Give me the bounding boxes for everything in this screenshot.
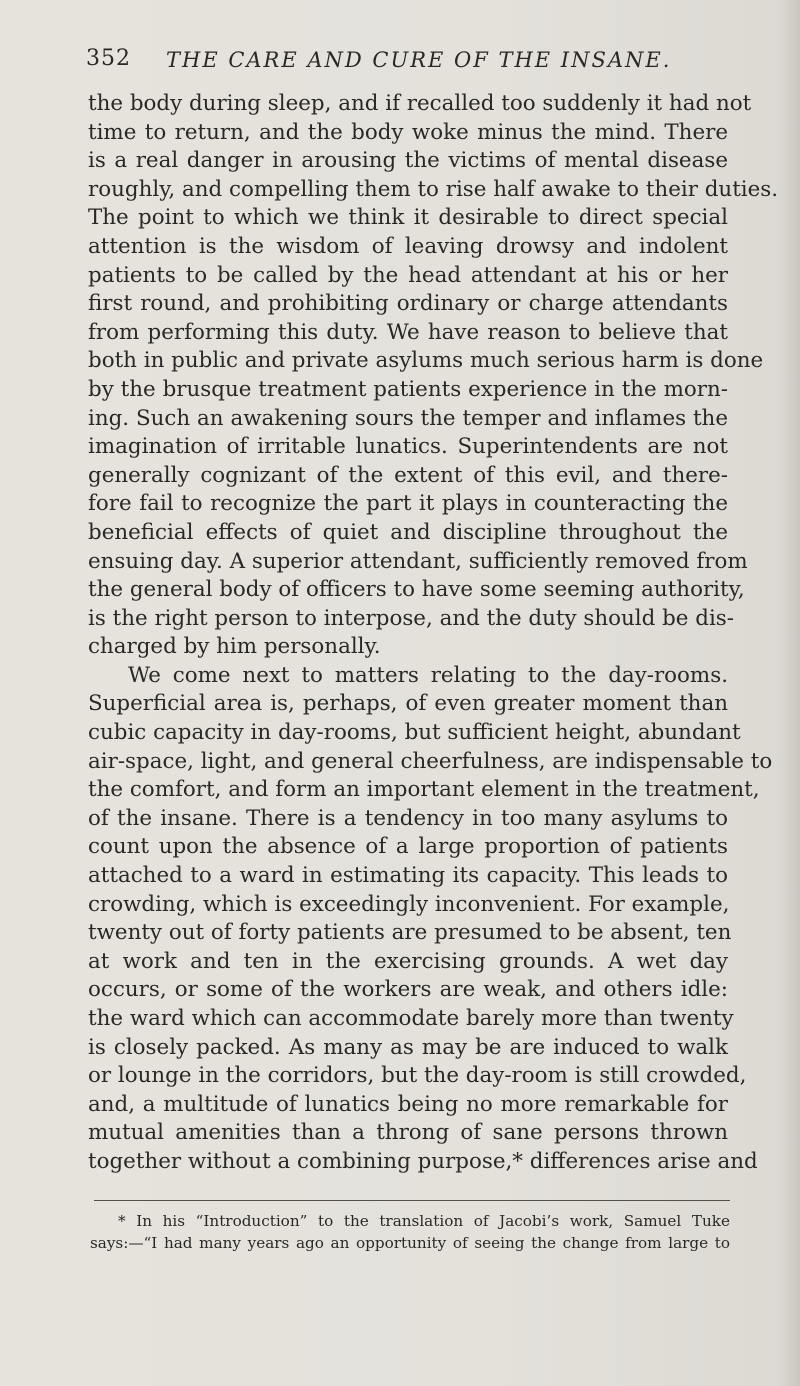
text-line: Superficial area is, perhaps, of even greater moment than [88, 691, 728, 717]
text-line: both in public and private asylums much serious harm is done [88, 348, 764, 374]
text-line: first round, and prohibiting ordinary or charge attendants [88, 291, 728, 317]
text-line: imagination of irritable lunatics. Superintendents are not [88, 434, 728, 460]
text-line: beneficial effects of quiet and discipline throughout the [88, 519, 728, 545]
text-line: is closely packed. As many as may be are induced to walk [88, 1034, 728, 1060]
page-edge-shadow [778, 0, 800, 1386]
text-line: mutual amenities than a throng of sane persons thrown [88, 1120, 728, 1146]
paragraph-last-line: charged by him personally. [88, 634, 381, 660]
text-line: twenty out of forty patients are presumed to be absent, ten [88, 920, 732, 946]
footnote-divider [94, 1200, 730, 1201]
paragraph-first-line: We come next to matters relating to the day-rooms. [128, 662, 728, 688]
text-line: patients to be called by the head attendant at his or her [88, 262, 728, 288]
body-text [88, 90, 779, 1177]
text-line: the ward which can accommodate barely more than twenty [88, 1006, 734, 1031]
text-line: generally cognizant of the extent of this evil, and there- [88, 462, 728, 488]
text-line: the comfort, and form an important element in the treatment, [88, 777, 760, 803]
footnote-line: * In his “Introduction” to the translation of Jacobi’s work, Samuel Tuke [118, 1212, 730, 1230]
text-line: cubic capacity in day-rooms, but sufficient height, abundant [88, 720, 741, 746]
text-line: crowding, which is exceedingly inconvenient. For example, [88, 891, 730, 917]
text-line: and, a multitude of lunatics being no more remarkable for [88, 1091, 728, 1117]
text-line: at work and ten in the exercising grounds. A wet day [88, 948, 728, 974]
text-line: roughly, and compelling them to rise half awake to their duties. [88, 176, 779, 202]
text-line: fore fail to recognize the part it plays in counteracting the [88, 491, 728, 517]
text-line: ensuing day. A superior attendant, sufficiently removed from [88, 548, 748, 574]
text-line: is the right person to interpose, and the duty should be dis- [88, 605, 735, 631]
footnote [90, 1210, 730, 1254]
text-line: count upon the absence of a large proportion of patients [88, 834, 728, 860]
text-line: air-space, light, and general cheerfulness, are indispensable to [88, 748, 773, 774]
running-head [86, 46, 726, 80]
page-number: 352 [86, 46, 131, 71]
text-line: by the brusque treatment patients experience in the morn- [88, 376, 728, 402]
text-line: together without a combining purpose,* differences arise and [88, 1148, 758, 1174]
text-line: the general body of officers to have some seeming authority, [88, 577, 745, 603]
text-line: from performing this duty. We have reason to believe that [88, 319, 728, 345]
text-line: of the insane. There is a tendency in too many asylums to [88, 805, 728, 831]
running-title: THE CARE AND CURE OF THE INSANE. [166, 48, 672, 72]
text-line: ing. Such an awakening sours the temper and inflames the [88, 405, 728, 431]
text-line: attention is the wisdom of leaving drowsy and indolent [88, 233, 728, 259]
text-line: is a real danger in arousing the victims of mental disease [88, 148, 728, 174]
text-line: time to return, and the body woke minus the mind. There [88, 119, 728, 145]
text-line: the body during sleep, and if recalled too suddenly it had not [88, 91, 752, 116]
text-line: or lounge in the corridors, but the day-room is still crowded, [88, 1063, 747, 1089]
text-line: occurs, or some of the workers are weak, and others idle: [88, 977, 728, 1003]
footnote-line: says:—“I had many years ago an opportunity of seeing the change from large to [90, 1234, 730, 1252]
text-line: The point to which we think it desirable to direct special [88, 205, 728, 231]
text-line: attached to a ward in estimating its capacity. This leads to [88, 863, 728, 889]
